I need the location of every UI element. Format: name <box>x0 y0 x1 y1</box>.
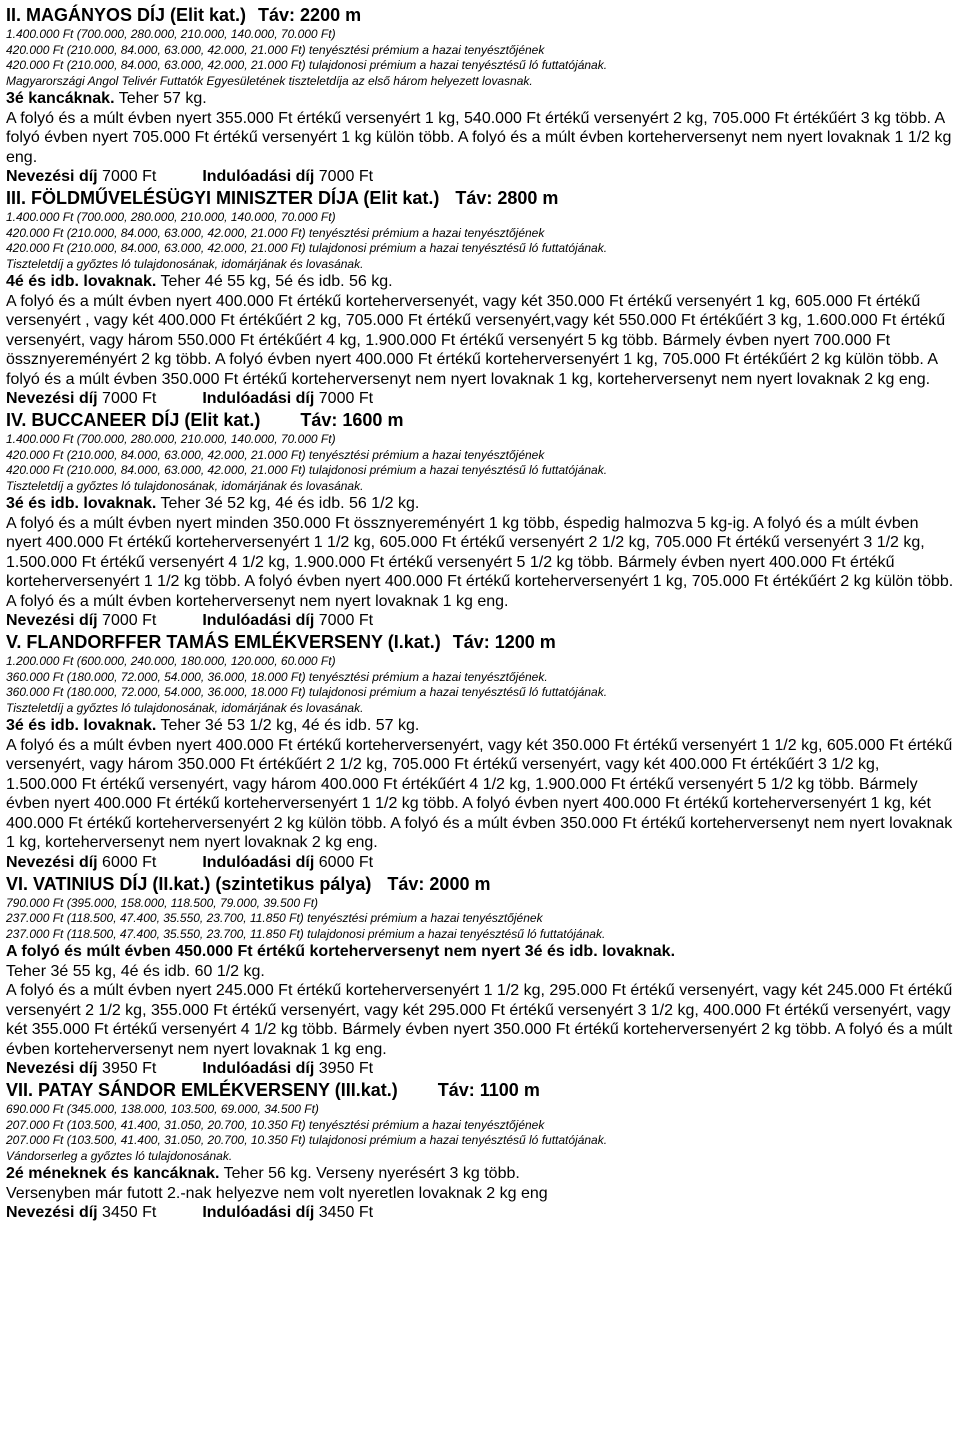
entry-fee: 3450 Ft <box>314 1204 374 1221</box>
entry-label: Indulóadási díj <box>202 612 315 629</box>
prize-line: 420.000 Ft (210.000, 84.000, 63.000, 42.000, 21.000 Ft) tulajdonosi prémium a hazai tenyésztésű ló futtatójának. <box>6 463 608 477</box>
race-distance: Táv: 2800 m <box>455 188 559 208</box>
nomination-label: Nevezési díj <box>6 168 98 185</box>
race-distance: Táv: 1600 m <box>300 410 404 430</box>
nomination-fee: 7000 Ft <box>97 390 157 407</box>
prize-line: 1.400.000 Ft (700.000, 280.000, 210.000, 140.000, 70.000 Ft) <box>6 432 336 446</box>
nomination-label: Nevezési díj <box>6 612 98 629</box>
weight-text: Teher 56 kg. Verseny nyerésért 3 kg több. <box>219 1165 520 1182</box>
race-distance: Táv: 1100 m <box>437 1080 540 1100</box>
race-title <box>6 873 954 896</box>
race-name: III. FÖLDMŰVELÉSÜGYI MINISZTER DÍJA (Elit kat.) <box>6 188 440 208</box>
entry-label: Indulóadási díj <box>202 1204 315 1221</box>
race-title <box>6 409 954 432</box>
race-title <box>6 1079 954 1102</box>
conditions-text: A folyó és a múlt évben nyert 400.000 Ft értékű korteherversenyért, vagy két 350.000 Ft értékű versenyért 1 1/2 kg, 605.000 Ft értékű versenyért, vagy három 350.000 Ft értékűért 2 1/2 kg, 705.000 Ft értékű versenyért, vagy két 400.000 Ft értékűért 3 1/2 kg, 1.500.000 Ft értékű versenyért, vagy három 400.000 Ft értékűért 4 1/2 kg, 1.900.000 Ft értékű versenyért 5 1/2 kg több. Bármely évben nyert 400.000 Ft értékű korteherversenyért 1 1/2 kg több. A folyó évben nyert 400.000 Ft értékű korteherversenyért 1 kg, két 400.000 Ft értékű korteherversenyért 2 kg külön több. A folyó és a múlt évben 350.000 Ft értékű korteherversenyt nem nyert lovaknak 1 kg, korteherversenyt nem nyert lovaknak 2 kg eng. <box>6 736 953 851</box>
prize-line: 1.400.000 Ft (700.000, 280.000, 210.000, 140.000, 70.000 Ft) <box>6 210 336 224</box>
eligibility-label: 2é méneknek és kancáknak. <box>6 1165 220 1182</box>
prize-line: 420.000 Ft (210.000, 84.000, 63.000, 42.000, 21.000 Ft) tenyésztési prémium a hazai tenyésztőjének <box>6 447 545 462</box>
race-name: VI. VATINIUS DÍJ (II.kat.) (szintetikus pálya) <box>6 873 372 894</box>
fees-line <box>6 167 954 187</box>
weight-text: Teher 3é 53 1/2 kg, 4é és idb. 57 kg. <box>156 717 420 734</box>
race-distance: Táv: 2000 m <box>387 873 491 894</box>
race-title <box>6 187 954 210</box>
prize-line: Vándorserleg a győztes ló tulajdonosának. <box>6 1148 233 1163</box>
fees-line <box>6 853 954 873</box>
race-name: VII. PATAY SÁNDOR EMLÉKVERSENY (III.kat.) <box>6 1080 398 1100</box>
eligibility <box>6 272 954 292</box>
race-section-4 <box>6 409 954 631</box>
entry-label: Indulóadási díj <box>202 1060 315 1077</box>
eligibility <box>6 1164 954 1184</box>
nomination-label: Nevezési díj <box>6 853 98 871</box>
nomination-fee: 7000 Ft <box>97 612 157 629</box>
race-distance: Táv: 2200 m <box>258 5 362 25</box>
weight-text: Teher 57 kg. <box>114 90 207 107</box>
race-title <box>6 4 954 27</box>
conditions-text: A folyó és a múlt évben nyert 400.000 Ft értékű korteherversenyét, vagy két 350.000 Ft értékű versenyért 1 kg, 605.000 Ft értékű versenyért , vagy két 400.000 Ft értékűért 2 kg, 705.000 Ft értékű versenyért,vagy két 550.000 Ft értékűért 3 kg, 1.600.000 Ft értékű versenyért, vagy három 550.000 Ft értékűért 4 kg, 1.900.000 Ft értékű versenyért 5 kg több. Bármely évben nyert 700.000 Ft össznyereményért 2 kg több. A folyó évben nyert 400.000 Ft értékű korteherversenyért 1 kg, 705.000 Ft értékűért 2 kg külön több. A folyó és a múlt évben 350.000 Ft értékű korteherversenyt nem nyert lovaknak 1 kg, korteherversenyt nem nyert lovaknak 2 kg eng. <box>6 292 946 388</box>
race-section-7 <box>6 1079 954 1223</box>
weight-text: Teher 3é 55 kg, 4é és idb. 60 1/2 kg. <box>6 962 265 980</box>
prize-line: 237.000 Ft (118.500, 47.400, 35.550, 23.700, 11.850 Ft) tulajdonosi prémium a hazai tenyésztésű ló futtatójának. <box>6 926 606 941</box>
eligibility-label: 3é és idb. lovaknak. <box>6 495 157 512</box>
entry-label: Indulóadási díj <box>202 390 315 407</box>
prize-line: 690.000 Ft (345.000, 138.000, 103.500, 69.000, 34.500 Ft) <box>6 1102 319 1116</box>
nomination-fee: 7000 Ft <box>97 168 157 185</box>
weight-text: Teher 3é 52 kg, 4é és idb. 56 1/2 kg. <box>156 495 420 512</box>
prize-line: Tiszteletdíj a győztes ló tulajdonosának, idomárjának és lovasának. <box>6 700 364 715</box>
race-distance: Táv: 1200 m <box>452 632 556 652</box>
race-section-3 <box>6 187 954 409</box>
nomination-fee: 3950 Ft <box>97 1060 157 1077</box>
entry-fee: 6000 Ft <box>314 853 374 871</box>
prize-line: 1.200.000 Ft (600.000, 240.000, 180.000, 120.000, 60.000 Ft) <box>6 654 336 668</box>
eligibility-label: 3é és idb. lovaknak. <box>6 717 157 734</box>
entry-fee: 7000 Ft <box>314 390 374 407</box>
weight-text: Teher 4é 55 kg, 5é és idb. 56 kg. <box>156 273 393 290</box>
fees-line <box>6 1203 954 1223</box>
prize-line: Tiszteletdíj a győztes ló tulajdonosának, idomárjának és lovasának. <box>6 256 364 271</box>
nomination-label: Nevezési díj <box>6 390 98 407</box>
prize-line: Tiszteletdíj a győztes ló tulajdonosának, idomárjának és lovasának. <box>6 478 364 493</box>
eligibility <box>6 716 954 736</box>
fees-line <box>6 1059 954 1079</box>
prize-line: 420.000 Ft (210.000, 84.000, 63.000, 42.000, 21.000 Ft) tenyésztési prémium a hazai tenyésztőjének <box>6 42 545 57</box>
prize-line: 790.000 Ft (395.000, 158.000, 118.500, 79.000, 39.500 Ft) <box>6 895 319 910</box>
race-name: II. MAGÁNYOS DÍJ (Elit kat.) <box>6 5 247 25</box>
race-conditions-page <box>6 4 954 1223</box>
eligibility: A folyó és múlt évben 450.000 Ft értékű korteherversenyt nem nyert 3é és idb. lovaknak. <box>6 943 676 960</box>
conditions-text: Versenyben már futott 2.-nak helyezve nem volt nyeretlen lovaknak 2 kg eng <box>6 1184 548 1202</box>
conditions-text: A folyó és a múlt évben nyert 355.000 Ft értékű versenyért 1 kg, 540.000 Ft értékű versenyért 2 kg, 705.000 Ft értékűért 3 kg több. A folyó évben nyert 705.000 Ft értékű versenyért 1 kg külön több. A folyó és a múlt évben korteherversenyt nem nyert lovaknak 1 1/2 kg eng. <box>6 109 952 166</box>
entry-fee: 7000 Ft <box>314 612 374 629</box>
nomination-fee: 6000 Ft <box>97 853 157 871</box>
prize-line: 360.000 Ft (180.000, 72.000, 54.000, 36.000, 18.000 Ft) tenyésztési prémium a hazai tenyésztőjének. <box>6 669 548 684</box>
prize-line: 360.000 Ft (180.000, 72.000, 54.000, 36.000, 18.000 Ft) tulajdonosi prémium a hazai tenyésztésű ló futtatójának. <box>6 685 608 699</box>
eligibility <box>6 494 954 514</box>
prize-line: Magyarországi Angol Telivér Futtatók Egyesületének tiszteletdíja az első három helyezett lovasnak. <box>6 73 533 88</box>
conditions-text: A folyó és a múlt évben nyert minden 350.000 Ft össznyereményért 1 kg több, éspedig halmozva 5 kg-ig. A folyó és a múlt évben nyert 400.000 Ft értékű korteherversenyért 1 1/2 kg, 605.000 Ft értékű versenyért 2 1/2 kg, 705.000 Ft értékű versenyért 3 1/2 kg, 1.500.000 Ft értékű versenyért 4 1/2 kg, 1.900.000 Ft értékű versenyért 5 1/2 kg több. Bármely évben nyert 400.000 Ft értékű korteherversenyért 1 1/2 kg több. A folyó évben nyert 400.000 Ft értékű korteherversenyért 1 kg, 705.000 Ft értékűért 2 kg külön több. A folyó és a múlt évben korteherversenyt nem nyert lovaknak 1 kg eng. <box>6 514 954 610</box>
eligibility-label: 3é kancáknak. <box>6 90 115 107</box>
prize-line: 207.000 Ft (103.500, 41.400, 31.050, 20.700, 10.350 Ft) tulajdonosi prémium a hazai tenyésztésű ló futtatójának. <box>6 1133 608 1147</box>
entry-fee: 7000 Ft <box>314 168 374 185</box>
prize-line: 420.000 Ft (210.000, 84.000, 63.000, 42.000, 21.000 Ft) tenyésztési prémium a hazai tenyésztőjének <box>6 225 545 240</box>
race-section-2 <box>6 4 954 187</box>
race-section-6 <box>6 873 954 1080</box>
eligibility <box>6 89 954 109</box>
eligibility-label: 4é és idb. lovaknak. <box>6 273 157 290</box>
nomination-fee: 3450 Ft <box>97 1204 157 1221</box>
prize-line: 1.400.000 Ft (700.000, 280.000, 210.000, 140.000, 70.000 Ft) <box>6 27 336 41</box>
entry-label: Indulóadási díj <box>202 853 315 871</box>
race-name: IV. BUCCANEER DÍJ (Elit kat.) <box>6 410 261 430</box>
race-section-5 <box>6 631 954 873</box>
race-title <box>6 631 954 654</box>
prize-line: 420.000 Ft (210.000, 84.000, 63.000, 42.000, 21.000 Ft) tulajdonosi prémium a hazai tenyésztésű ló futtatójának. <box>6 241 608 255</box>
prize-line: 207.000 Ft (103.500, 41.400, 31.050, 20.700, 10.350 Ft) tenyésztési prémium a hazai tenyésztőjének <box>6 1117 545 1132</box>
race-name: V. FLANDORFFER TAMÁS EMLÉKVERSENY (I.kat.) <box>6 632 441 652</box>
prize-line: 237.000 Ft (118.500, 47.400, 35.550, 23.700, 11.850 Ft) tenyésztési prémium a hazai tenyésztőjének <box>6 911 543 925</box>
prize-line: 420.000 Ft (210.000, 84.000, 63.000, 42.000, 21.000 Ft) tulajdonosi prémium a hazai tenyésztésű ló futtatójának. <box>6 58 608 72</box>
nomination-label: Nevezési díj <box>6 1060 98 1077</box>
fees-line <box>6 389 954 409</box>
conditions-text: A folyó és a múlt évben nyert 245.000 Ft értékű korteherversenyért 1 1/2 kg, 295.000 Ft értékű versenyért, vagy két 245.000 Ft értékű versenyért 2 1/2 kg, 355.000 Ft értékű versenyért, vagy két 295.000 Ft értékű versenyért 3 1/2 kg, 400.000 Ft értékű versenyért, vagy két 355.000 Ft értékű versenyért 4 1/2 kg több. Bármely évben nyert 350.000 Ft értékű korteherversenyért 2 kg több. A folyó és a múlt évben korteherversenyt nem nyert lovaknak 1 kg eng. <box>6 982 953 1058</box>
entry-fee: 3950 Ft <box>314 1060 374 1077</box>
nomination-label: Nevezési díj <box>6 1204 98 1221</box>
entry-label: Indulóadási díj <box>202 168 315 185</box>
fees-line <box>6 611 954 631</box>
